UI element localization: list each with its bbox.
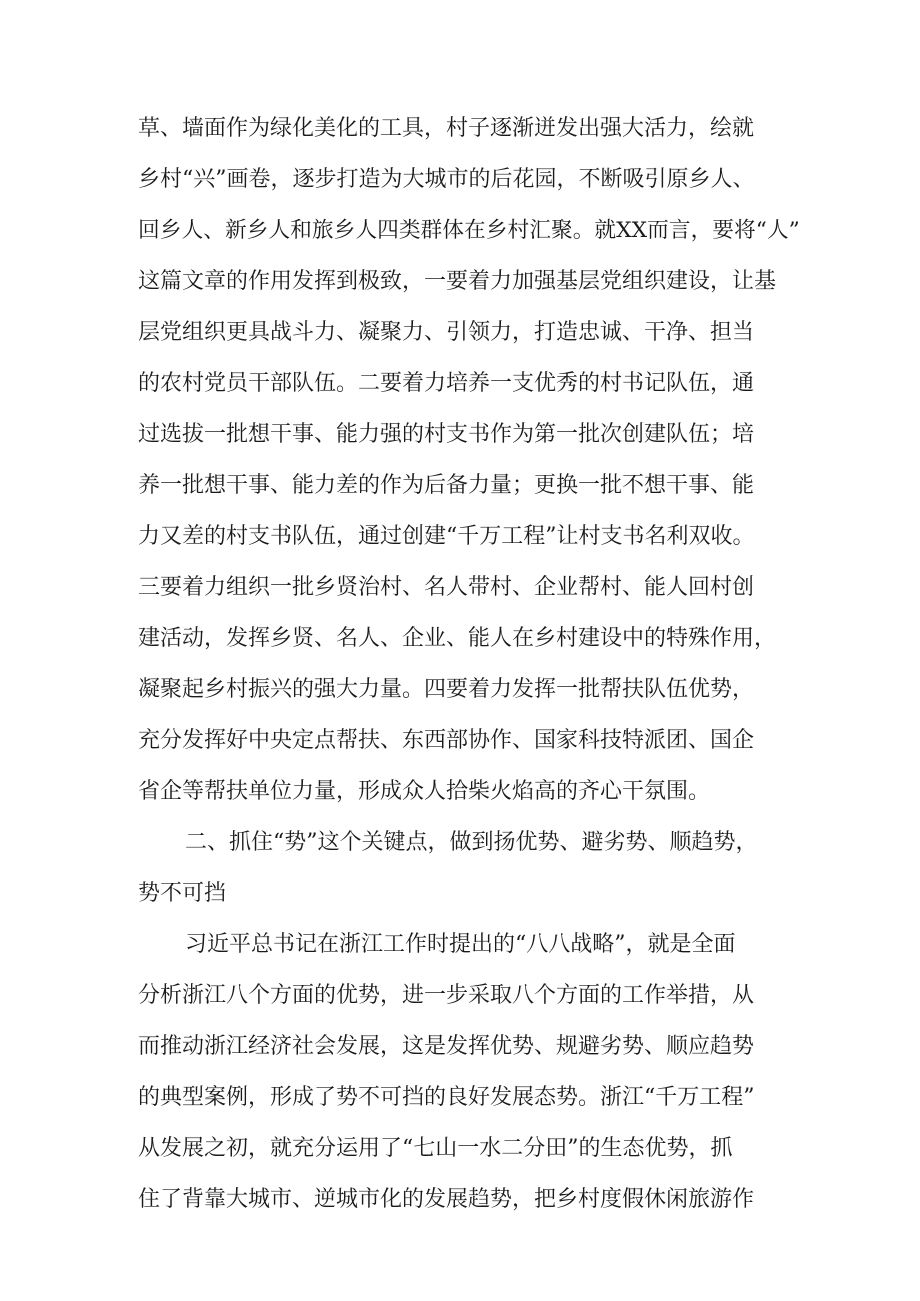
section-heading-line-2: 势不可挡 [138, 881, 227, 906]
body-text-line-8: 养一批想干事、能力差的作为后备力量；更换一批不想干事、能 [138, 473, 755, 498]
body-text-line-6: 的农村党员干部队伍。二要着力培养一支优秀的村书记队伍，通 [138, 371, 755, 396]
body-text-line-2: 乡村“兴”画卷，逐步打造为大城市的后花园，不断吸引原乡人、 [138, 167, 755, 192]
body-text-line-15: 习近平总书记在浙江工作时提出的“八八战略”，就是全面 [185, 932, 736, 957]
body-text-line-20: 住了背靠大城市、逆城市化的发展趋势，把乡村度假休闲旅游作 [138, 1187, 755, 1212]
body-text-line-3: 回乡人、新乡人和旅乡人四类群体在乡村汇聚。就XX而言，要将“人” [138, 218, 800, 243]
body-text-line-1: 草、墙面作为绿化美化的工具，村子逐渐迸发出强大活力，绘就 [138, 116, 755, 141]
body-text-line-14: 省企等帮扶单位力量，形成众人拾柴火焰高的齐心干氛围。 [138, 779, 711, 804]
body-text-line-9: 力又差的村支书队伍，通过创建“千万工程”让村支书名利双收。 [138, 524, 755, 549]
body-text-line-11: 建活动，发挥乡贤、名人、企业、能人在乡村建设中的特殊作用， [138, 626, 777, 651]
body-text-line-19: 从发展之初，就充分运用了“七山一水二分田”的生态优势，抓 [138, 1136, 733, 1161]
body-text-line-10: 三要着力组织一批乡贤治村、名人带村、企业帮村、能人回村创 [138, 575, 755, 600]
body-text-line-12: 凝聚起乡村振兴的强大力量。四要着力发挥一批帮扶队伍优势， [138, 677, 755, 702]
body-text-line-16: 分析浙江八个方面的优势，进一步采取八个方面的工作举措，从 [138, 983, 755, 1008]
body-text-line-13: 充分发挥好中央定点帮扶、东西部协作、国家科技特派团、国企 [138, 728, 755, 753]
body-text-line-18: 的典型案例，形成了势不可挡的良好发展态势。浙江“千万工程” [138, 1085, 755, 1110]
section-heading-line-1: 二、抓住“势”这个关键点，做到扬优势、避劣势、顺趋势， [185, 830, 758, 855]
body-text-line-5: 层党组织更具战斗力、凝聚力、引领力，打造忠诚、干净、担当 [138, 320, 755, 345]
body-text-line-7: 过选拔一批想干事、能力强的村支书作为第一批次创建队伍；培 [138, 422, 755, 447]
body-text-line-4: 这篇文章的作用发挥到极致，一要着力加强基层党组织建设，让基 [138, 269, 777, 294]
body-text-line-17: 而推动浙江经济社会发展，这是发挥优势、规避劣势、顺应趋势 [138, 1034, 755, 1059]
